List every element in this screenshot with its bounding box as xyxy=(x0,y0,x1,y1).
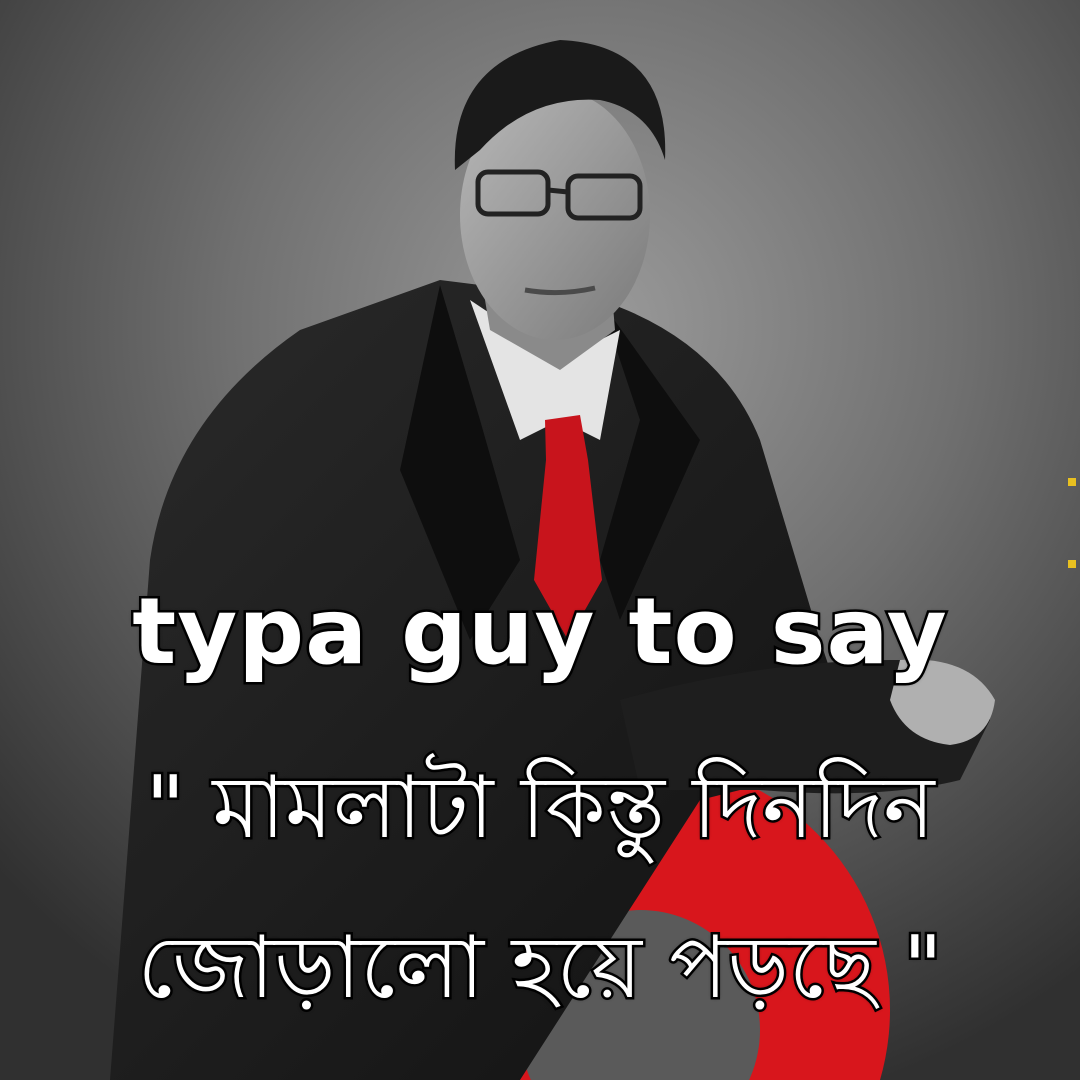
caption-line-bengali-1: " মামলাটা কিন্তু দিনদিন xyxy=(145,758,935,858)
caption-line-english: typa guy to say xyxy=(132,578,948,685)
yellow-mark xyxy=(1068,560,1076,568)
caption-line-bengali-2: জোড়ালো হয়ে পড়ছে " xyxy=(137,918,943,1018)
yellow-mark xyxy=(1068,478,1076,486)
